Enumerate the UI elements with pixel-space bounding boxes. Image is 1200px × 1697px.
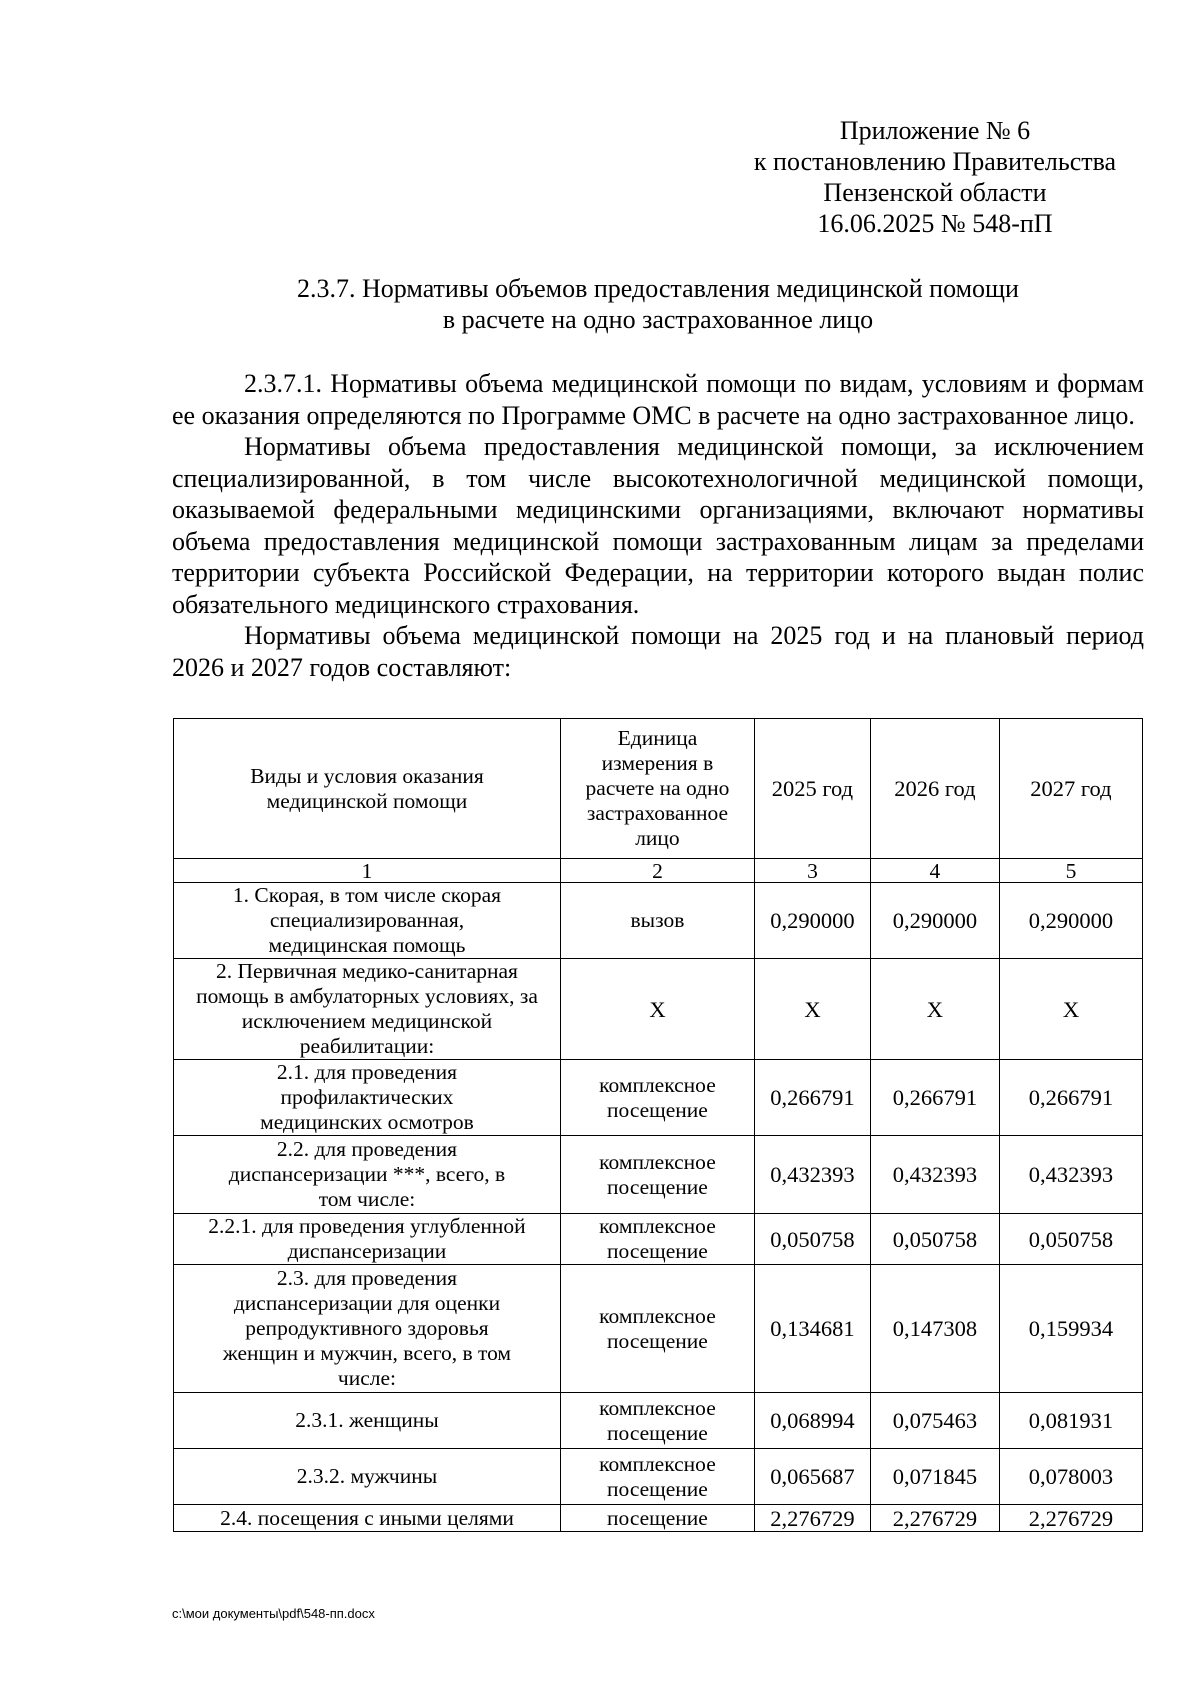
row-value-2025: 0,266791 [754,1060,870,1136]
row-unit: посещение [560,1505,754,1532]
appendix-region: Пензенской области [823,178,1047,207]
row-label: 2.3. для проведения диспансеризации для оценки репродуктивного здоровья женщин и мужчин, всего, в том числе: [174,1265,561,1393]
table-row [174,883,1143,959]
row-value-2027: 0,266791 [999,1060,1142,1136]
row-value-2026: 0,075463 [870,1393,999,1449]
row-value-2026: 0,266791 [870,1060,999,1136]
row-value-2026: 2,276729 [870,1505,999,1532]
column-number-row [174,859,1143,883]
table-row [174,959,1143,1060]
row-label: 2.3.2. мужчины [174,1449,561,1505]
row-unit: вызов [560,883,754,959]
row-label: 2.2. для проведения диспансеризации ***, всего, в том числе: [174,1136,561,1214]
column-number: 2 [560,859,754,883]
row-value-2026: 0,050758 [870,1214,999,1265]
row-value-2025: 0,290000 [754,883,870,959]
row-value-2025: 0,050758 [754,1214,870,1265]
row-label: 2.3.1. женщины [174,1393,561,1449]
table-row [174,1449,1143,1505]
column-number: 3 [754,859,870,883]
row-value-2027: 0,290000 [999,883,1142,959]
row-unit: комплексное посещение [560,1393,754,1449]
row-value-2027: 0,050758 [999,1214,1142,1265]
appendix-resolution: к постановлению Правительства [753,147,1117,176]
row-value-2027: 0,432393 [999,1136,1142,1214]
column-number: 5 [999,859,1142,883]
row-label: 2. Первичная медико-санитарная помощь в амбулаторных условиях, за исключением медицинской реабилитации: [174,959,561,1060]
row-label: 2.2.1. для проведения углубленной диспансеризации [174,1214,561,1265]
row-value-2025: 0,432393 [754,1136,870,1214]
section-heading [172,273,1144,335]
row-label: 1. Скорая, в том числе скорая специализированная, медицинская помощь [174,883,561,959]
row-unit: X [560,959,754,1060]
paragraph: Нормативы объема предоставления медицинской помощи, за исключением специализированной, в том числе высокотехнологичной медицинской помощи, оказываемой федеральными медицинскими организациями, включают нормативы объема предоставления медицинской помощи застрахованным лицам за пределами территории субъекта Российской Федерации, на территории которого выдан полис обязательного медицинского страхования. [172,432,1144,619]
row-value-2025: 0,134681 [754,1265,870,1393]
table-row [174,1265,1143,1393]
appendix-date-number: 16.06.2025 № 548-пП [817,209,1053,238]
header-cell: Виды и условия оказания медицинской помощи [174,719,561,859]
table-row [174,1393,1143,1449]
heading-line-2: в расчете на одно застрахованное лицо [442,305,874,334]
row-label: 2.1. для проведения профилактических медицинских осмотров [174,1060,561,1136]
row-unit: комплексное посещение [560,1136,754,1214]
norms-table [173,718,1143,1532]
column-number: 4 [870,859,999,883]
table-row [174,1214,1143,1265]
row-value-2025: X [754,959,870,1060]
row-unit: комплексное посещение [560,1214,754,1265]
row-value-2026: 0,071845 [870,1449,999,1505]
header-cell: 2025 год [754,719,870,859]
row-value-2025: 0,068994 [754,1393,870,1449]
paragraph: 2.3.7.1. Нормативы объема медицинской помощи по видам, условиям и формам ее оказания определяются по Программе ОМС в расчете на одно застрахованное лицо. [172,369,1144,430]
row-value-2026: 0,290000 [870,883,999,959]
file-path-footer: c:\мои документы\pdf\548-пп.docx [172,1606,375,1621]
row-value-2025: 0,065687 [754,1449,870,1505]
table-row [174,1060,1143,1136]
row-value-2027: 2,276729 [999,1505,1142,1532]
row-unit: комплексное посещение [560,1060,754,1136]
column-number: 1 [174,859,561,883]
header-cell: 2027 год [999,719,1142,859]
table-row [174,1136,1143,1214]
row-value-2027: 0,159934 [999,1265,1142,1393]
paragraph: Нормативы объема медицинской помощи на 2025 год и на плановый период 2026 и 2027 годов составляют: [172,621,1144,682]
header-cell: 2026 год [870,719,999,859]
row-value-2026: X [870,959,999,1060]
header-cell: Единица измерения в расчете на одно застрахованное лицо [560,719,754,859]
heading-line-1: 2.3.7. Нормативы объемов предоставления медицинской помощи [297,274,1019,303]
row-value-2027: 0,078003 [999,1449,1142,1505]
row-value-2026: 0,147308 [870,1265,999,1393]
appendix-number: Приложение № 6 [839,116,1031,145]
body-text [172,368,1144,683]
row-label: 2.4. посещения с иными целями [174,1505,561,1532]
row-value-2027: 0,081931 [999,1393,1142,1449]
table-row [174,1505,1143,1532]
table-header-row [174,719,1143,859]
row-unit: комплексное посещение [560,1265,754,1393]
appendix-block [690,115,1180,239]
row-value-2027: X [999,959,1142,1060]
row-value-2026: 0,432393 [870,1136,999,1214]
row-value-2025: 2,276729 [754,1505,870,1532]
row-unit: комплексное посещение [560,1449,754,1505]
